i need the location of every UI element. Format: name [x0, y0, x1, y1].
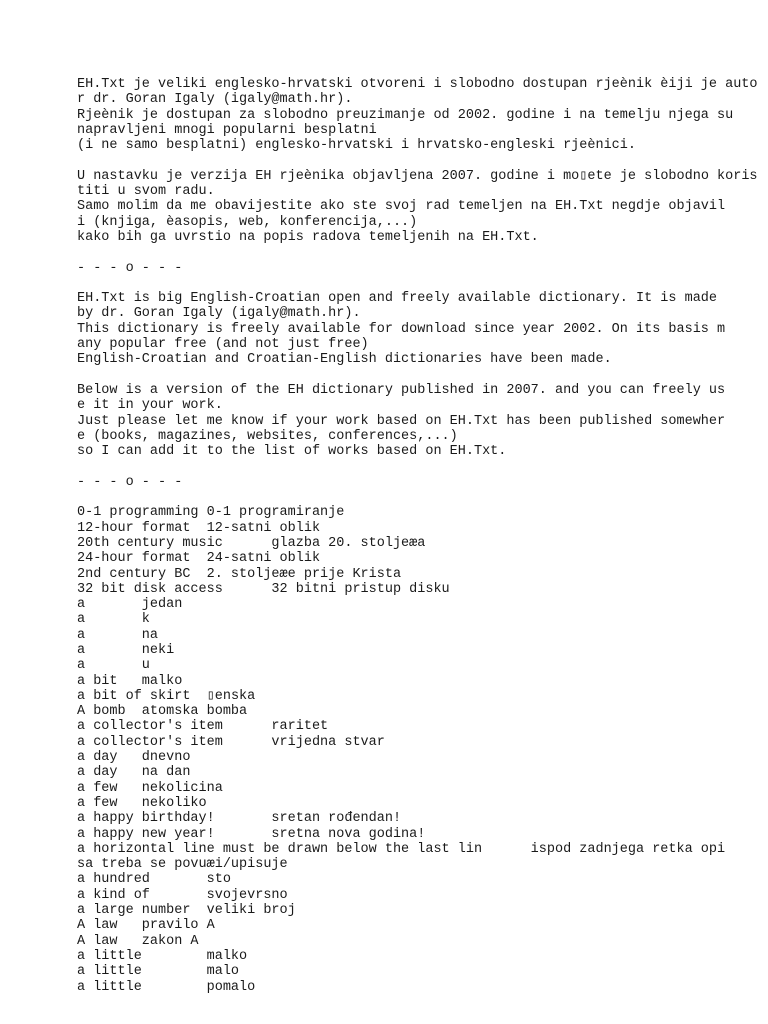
dictionary-entry: a collector's item vrijedna stvar	[77, 734, 385, 750]
dictionary-entry: 12-hour format 12-satni oblik	[77, 520, 321, 536]
dictionary-entry: 20th century music glazba 20. stoljeæa	[77, 535, 426, 551]
text-line: e it in your work.	[77, 398, 223, 414]
dictionary-entry: a jedan	[77, 597, 183, 613]
dictionary-entry: A law pravilo A	[77, 918, 215, 934]
dictionary-entry: a u	[77, 658, 150, 674]
intro-english	[77, 291, 757, 367]
dictionary-entry: a na	[77, 627, 159, 643]
text-line: e (books, magazines, websites, conferences,...)	[77, 428, 458, 444]
dictionary-entry: a large number veliki broj	[77, 903, 296, 919]
blank-line	[77, 153, 757, 168]
dictionary-entries	[77, 505, 757, 995]
text-line: by dr. Goran Igaly (igaly@math.hr).	[77, 306, 361, 322]
dictionary-entry: a bit of skirt ▯enska	[77, 688, 256, 704]
text-line: r dr. Goran Igaly (igaly@math.hr).	[77, 92, 353, 108]
intro-croatian	[77, 77, 757, 153]
text-line: napravljeni mnogi popularni besplatni	[77, 122, 377, 138]
dictionary-entry: a happy birthday! sretan rođendan!	[77, 811, 402, 827]
dictionary-entry: 0-1 programming 0-1 programiranje	[77, 505, 345, 521]
text-line: any popular free (and not just free)	[77, 337, 369, 353]
dictionary-entry: a collector's item raritet	[77, 719, 329, 735]
notice-english	[77, 383, 757, 459]
text-line: kako bih ga uvrstio na popis radova temeljenih na EH.Txt.	[77, 229, 539, 245]
blank-line	[77, 276, 757, 291]
text-line: EH.Txt je veliki englesko-hrvatski otvoreni i slobodno dostupan rjeènik èiji je auto	[77, 77, 758, 92]
text-line: U nastavku je verzija EH rjeènika objavljena 2007. godine i mo▯ete je slobodno koris	[77, 168, 758, 184]
dictionary-entry: a little pomalo	[77, 979, 256, 995]
dictionary-entry: a few nekolicina	[77, 780, 223, 796]
dictionary-entry: a little malko	[77, 948, 248, 964]
separator: - - - o - - -	[77, 474, 183, 490]
dictionary-entry: a horizontal line must be drawn below the last lin ispod zadnjega retka opi	[77, 841, 726, 857]
blank-line	[77, 245, 757, 260]
text-line: Samo molim da me obavijestite ako ste svoj rad temeljen na EH.Txt negdje objavil	[77, 199, 726, 215]
text-line: English-Croatian and Croatian-English dictionaries have been made.	[77, 352, 612, 368]
document-page	[77, 77, 757, 995]
text-line: Just please let me know if your work based on EH.Txt has been published somewher	[77, 413, 726, 429]
text-line: titi u svom radu.	[77, 184, 215, 200]
dictionary-entry: a day dnevno	[77, 750, 191, 766]
text-line: Below is a version of the EH dictionary published in 2007. and you can freely us	[77, 382, 726, 398]
dictionary-entry: a kind of svojevrsno	[77, 887, 288, 903]
text-line: (i ne samo besplatni) englesko-hrvatski i hrvatsko-engleski rjeènici.	[77, 138, 636, 154]
text-line: i (knjiga, èasopis, web, konferencija,...)	[77, 214, 418, 230]
dictionary-entry: A bomb atomska bomba	[77, 704, 248, 720]
dictionary-entry: sa treba se povuæi/upisuje	[77, 857, 288, 873]
text-line: so I can add it to the list of works based on EH.Txt.	[77, 444, 507, 460]
dictionary-entry: a happy new year! sretna nova godina!	[77, 826, 426, 842]
dictionary-entry: A law zakon A	[77, 933, 199, 949]
text-line: Rjeènik je dostupan za slobodno preuzimanje od 2002. godine i na temelju njega su	[77, 107, 734, 123]
dictionary-entry: a neki	[77, 642, 175, 658]
text-line: This dictionary is freely available for download since year 2002. On its basis m	[77, 321, 726, 337]
dictionary-entry: a day na dan	[77, 765, 191, 781]
dictionary-entry: a k	[77, 612, 150, 628]
dictionary-entry: 2nd century BC 2. stoljeæe prije Krista	[77, 566, 402, 582]
dictionary-entry: a few nekoliko	[77, 795, 207, 811]
blank-line	[77, 490, 757, 505]
separator: - - - o - - -	[77, 260, 183, 276]
blank-line	[77, 368, 757, 383]
dictionary-entry: a little malo	[77, 964, 240, 980]
dictionary-entry: a bit malko	[77, 673, 183, 689]
notice-croatian	[77, 169, 757, 245]
dictionary-entry: 24-hour format 24-satni oblik	[77, 551, 321, 567]
dictionary-entry: 32 bit disk access 32 bitni pristup disku	[77, 581, 450, 597]
blank-line	[77, 459, 757, 474]
text-line: EH.Txt is big English-Croatian open and freely available dictionary. It is made	[77, 291, 718, 307]
dictionary-entry: a hundred sto	[77, 872, 231, 888]
